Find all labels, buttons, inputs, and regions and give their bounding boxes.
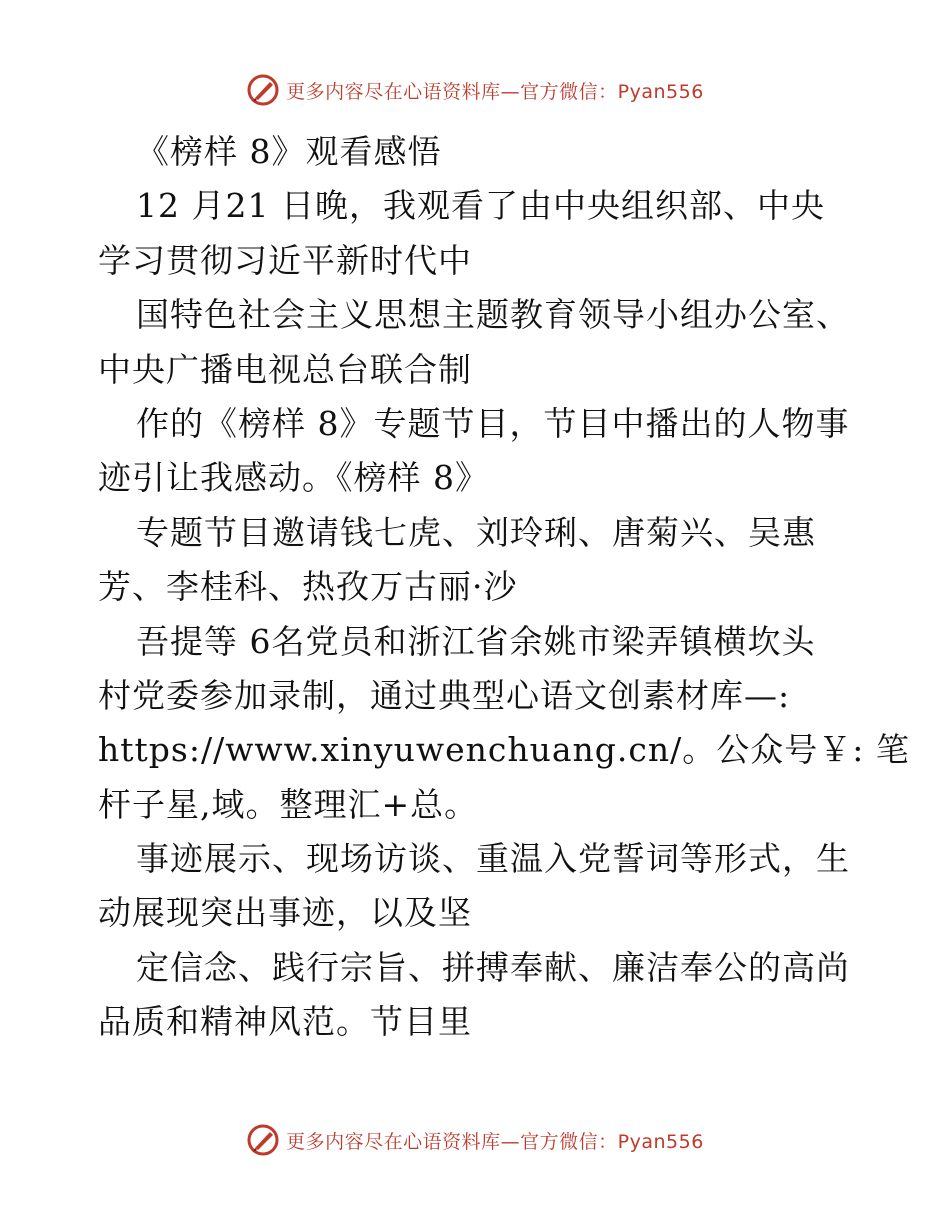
paragraph-line: 事迹展示、现场访谈、重温入党誓词等形式，生 <box>136 839 850 879</box>
quill-logo-icon <box>246 1123 280 1157</box>
footer-banner <box>0 1120 950 1160</box>
quill-logo-icon <box>246 73 280 107</box>
paragraph-line: 12 月21 日晚，我观看了由中央组织部、中央 <box>136 186 825 226</box>
paragraph-line: 作的《榜样 8》专题节目，节目中播出的人物事 <box>136 403 850 443</box>
paragraph-line: 定信念、践行宗旨、拼搏奉献、廉洁奉公的高尚 <box>136 947 850 987</box>
document-title: 《榜样 8》观看感悟 <box>136 132 442 171</box>
paragraph-line: 学习贯彻习近平新时代中 <box>98 240 472 280</box>
paragraph-line: 品质和精神风范。节目里 <box>98 1002 472 1042</box>
paragraph-line: 迹引让我感动。《榜样 8》 <box>98 458 489 498</box>
paragraph-line: 动展现突出事迹，以及坚 <box>98 893 472 933</box>
paragraph-line: 中央广播电视总台联合制 <box>98 349 472 389</box>
paragraph-line: 吾提等 6名党员和浙江省余姚市梁弄镇横坎头 <box>136 621 816 661</box>
header-banner <box>0 70 950 110</box>
banner-text: 更多内容尽在心语资料库—官方微信：Pyan556 <box>286 80 704 103</box>
document-body <box>98 125 910 1050</box>
paragraph-line: 专题节目邀请钱七虎、刘玲琍、唐菊兴、吴惠 <box>136 512 816 552</box>
paragraph-line: 杆子星,域。整理汇+总。 <box>98 784 479 824</box>
paragraph-line-url: https://www.xinyuwenchuang.cn/。公众号￥: 笔 <box>98 730 910 770</box>
banner-text: 更多内容尽在心语资料库—官方微信：Pyan556 <box>286 1130 704 1153</box>
paragraph-line: 村党委参加录制，通过典型心语文创素材库—: <box>98 675 791 715</box>
paragraph-line: 芳、李桂科、热孜万古丽·沙 <box>98 567 518 607</box>
paragraph-line: 国特色社会主义思想主题教育领导小组办公室、 <box>136 295 850 335</box>
